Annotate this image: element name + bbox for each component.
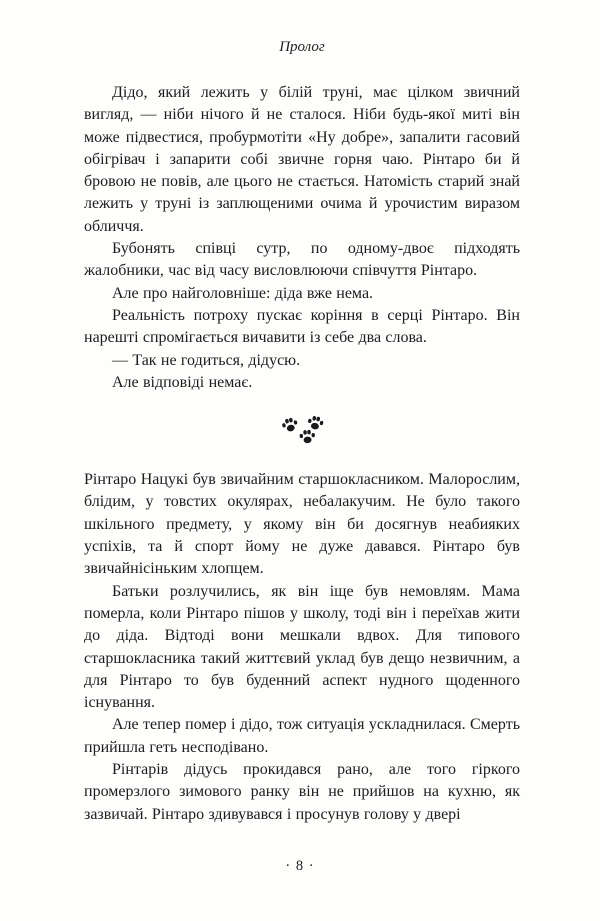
paragraph: Але відповіді немає. [112,373,253,391]
section-divider [84,408,520,454]
chapter-running-head: Пролог [279,39,325,55]
paragraph: Бубонять співці сутр, по одному-двоє підходять жалобники, час від часу висловлюючи співчуття Рінтаро. [84,240,520,280]
paragraph: Рінтарів дідусь прокидався рано, але того гіркого промерзлого зимового ранку він не прийшов на кухню, як зазвичай. Рінтаро здивувався і просунув голову у двері [84,761,520,823]
paragraph: Реальність потроху пускає коріння в серці Рінтаро. Він нарешті спромігається вичавити із себе два слова. [84,306,520,347]
paw-print-icon [298,428,316,445]
paragraph: Рінтаро Нацукі був звичайним старшокласником. Малорослим, блідим, у товстих окулярах, небалакучим. Не було такого шкільного предмету, у якому він би досягнув неабияких успіхів, та й спорт йому не дуже давався. Рінтаро був звичайнісіньким хлопцем. [84,471,520,578]
text-block [84,82,520,826]
dialogue-paragraph: — Так не годиться, дідусю. [112,351,301,369]
paragraph: Але про найголовніше: діда вже нема. [112,284,374,302]
paragraph: Але тепер помер і дідо, тож ситуація ускладнилася. Смерть прийшла геть несподівано. [84,716,520,756]
page-number: · 8 · [285,858,315,874]
paw-print-icon [279,415,299,435]
paragraph: Дідо, який лежить у білій труні, має цілком звичний вигляд, — ніби нічого й не сталося. Ніби будь-якої миті він може підвестися, пробурмотіти «Ну добре», запалити гасовий обігрівач і запарити собі звичне горня чаю. Рінтаро би й бровою не повів, але цього не стається. Натомість старий знай лежить у труні із заплющеними очима й урочистим виразом обличчя. [84,84,520,235]
paragraph: Батьки розлучились, як він іще був немовлям. Мама померла, коли Рінтаро пішов у школу, тоді він і переїхав жити до діда. Відтоді вони мешкали вдвох. Для типового старшокласника такий життєвий уклад був дещо незвичним, а для Рінтаро то був буденний аспект нудного щоденного існування. [84,582,520,712]
